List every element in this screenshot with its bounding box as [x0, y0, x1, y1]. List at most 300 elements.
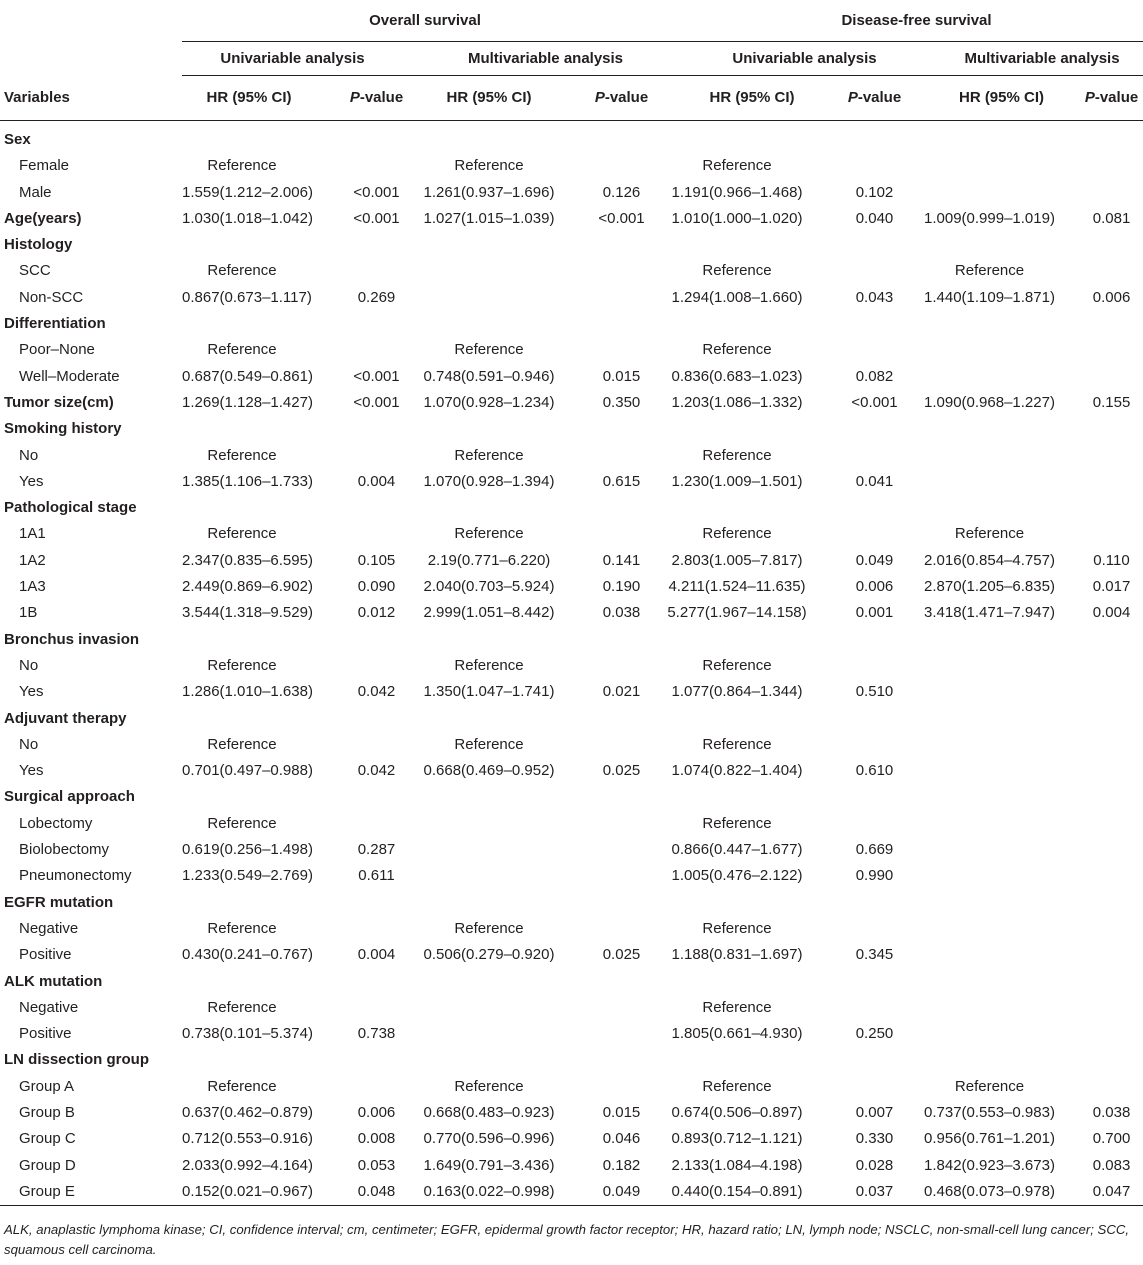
os-multi-hr-cell [417, 311, 561, 337]
table-row [0, 679, 1143, 705]
os-multi-p-cell [561, 1074, 662, 1100]
category-row [0, 311, 1143, 337]
dfs-multi-hr-cell [917, 758, 1062, 784]
dfs-multi-hr-cell: 1.440(1.109–1.871) [924, 288, 1055, 306]
os-uni-p-cell [316, 890, 417, 916]
os-uni-p-cell [316, 969, 417, 995]
dfs-uni-p-cell: 0.001 [855, 604, 894, 622]
os-multi-p-cell [561, 995, 662, 1021]
os-multi-hr-cell [417, 1047, 561, 1073]
dfs-uni-p-cell [812, 1047, 917, 1073]
dfs-multi-hr-cell: Reference [954, 1077, 1025, 1095]
variable-level-label: 1B [19, 604, 38, 622]
os-multi-p-cell [561, 863, 662, 889]
variable-level-label: Yes [19, 472, 44, 490]
dfs-multi-hr-cell [917, 337, 1062, 363]
p-label: P [594, 89, 605, 106]
dfs-uni-hr-cell: Reference [702, 814, 772, 832]
os-multi-hr-cell [417, 784, 561, 810]
os-multi-hr-cell: 1.070(0.928–1.394) [423, 472, 555, 490]
os-uni-hr-cell [182, 232, 316, 258]
p-label: P [349, 89, 360, 106]
dfs-uni-hr-cell [662, 232, 812, 258]
dfs-multi-p-cell: 0.083 [1092, 1156, 1131, 1174]
os-uni-hr-cell: 1.233(0.549–2.769) [182, 867, 313, 885]
variable-category-label: EGFR mutation [4, 893, 114, 911]
dfs-multi-p-cell [1062, 653, 1143, 679]
dfs-multi-hr-cell [917, 653, 1062, 679]
os-uni-hr-cell [182, 311, 316, 337]
dfs-uni-p-cell: 0.510 [855, 683, 894, 701]
dfs-uni-p-cell: 0.007 [855, 1103, 894, 1121]
dfs-uni-p-cell [812, 153, 917, 179]
variable-category-label: Histology [4, 236, 73, 254]
os-uni-p-cell: 0.042 [357, 762, 396, 780]
dfs-multi-p-cell [1062, 811, 1143, 837]
dfs-multi-hr-cell: 0.468(0.073–0.978) [917, 1179, 1062, 1206]
os-multi-hr-cell [417, 706, 561, 732]
dfs-uni-p-cell [812, 732, 917, 758]
dfs-uni-hr-cell: 1.077(0.864–1.344) [671, 683, 803, 701]
dfs-multi-hr-cell [917, 153, 1062, 179]
dfs-multi-p-cell [1062, 863, 1143, 889]
dfs-multi-p-cell: 0.081 [1092, 209, 1131, 227]
dfs-multi-hr-cell [917, 627, 1062, 653]
os-uni-hr-header: HR (95% CI) [182, 76, 316, 121]
dfs-multi-hr-cell [917, 969, 1062, 995]
dfs-multi-p-cell [1062, 1074, 1143, 1100]
os-multi-p-cell [561, 1047, 662, 1073]
os-uni-hr-cell: 1.030(1.018–1.042) [182, 209, 313, 227]
category-row [0, 890, 1143, 916]
os-multi-hr-cell: 1.649(0.791–3.436) [423, 1156, 555, 1174]
os-multi-p-cell: 0.049 [561, 1179, 662, 1206]
os-multi-hr-cell [417, 890, 561, 916]
variable-level-label: Group E [0, 1179, 182, 1206]
os-uni-p-cell [316, 311, 417, 337]
table-row [0, 1126, 1143, 1152]
os-multi-hr-cell: Reference [454, 157, 524, 175]
variable-category-label: Bronchus invasion [4, 630, 140, 648]
dfs-multi-p-cell: 0.038 [1092, 1103, 1131, 1121]
dfs-multi-hr-cell: 2.870(1.205–6.835) [924, 578, 1055, 596]
os-multi-p-cell: 0.141 [602, 551, 641, 569]
dfs-uni-p-cell [812, 969, 917, 995]
dfs-uni-p-cell [812, 784, 917, 810]
os-uni-p-cell [316, 521, 417, 547]
os-multi-hr-cell: 0.506(0.279–0.920) [423, 946, 555, 964]
dfs-multi-hr-cell: 3.418(1.471–7.947) [924, 604, 1055, 622]
dfs-multi-p-header [1062, 76, 1143, 121]
dfs-uni-hr-cell: 1.805(0.661–4.930) [671, 1025, 803, 1043]
variable-level-label: Non-SCC [19, 288, 84, 306]
dfs-multi-hr-cell [917, 837, 1062, 863]
os-uni-p-cell [316, 337, 417, 363]
dfs-multi-hr-cell [917, 469, 1062, 495]
os-uni-hr-cell: 0.687(0.549–0.861) [182, 367, 313, 385]
dfs-uni-hr-cell: 0.674(0.506–0.897) [671, 1103, 803, 1121]
os-multi-p-cell: 0.615 [602, 472, 641, 490]
dfs-multi-p-cell [1062, 495, 1143, 521]
os-uni-hr-cell: 0.637(0.462–0.879) [182, 1103, 313, 1121]
os-uni-hr-cell: 0.712(0.553–0.916) [182, 1130, 313, 1148]
dfs-multi-p-cell: 0.047 [1062, 1179, 1143, 1206]
dfs-uni-hr-cell: Reference [702, 919, 772, 937]
variable-level-label: Female [19, 157, 70, 175]
os-multi-p-cell [561, 416, 662, 442]
os-multi-p-cell: 0.038 [602, 604, 641, 622]
table-row [0, 180, 1143, 206]
dfs-uni-hr-cell [662, 127, 812, 153]
dfs-uni-p-cell [812, 916, 917, 942]
dfs-uni-p-cell [812, 995, 917, 1021]
dfs-uni-p-cell [812, 890, 917, 916]
os-multi-p-cell: 0.046 [602, 1130, 641, 1148]
os-uni-hr-cell: 0.701(0.497–0.988) [182, 762, 313, 780]
dfs-uni-p-cell [812, 127, 917, 153]
os-multi-p-cell: 0.126 [602, 183, 641, 201]
os-uni-hr-cell: 3.544(1.318–9.529) [182, 604, 313, 622]
dfs-multi-p-cell [1062, 258, 1143, 284]
os-multi-p-cell: 0.350 [602, 393, 641, 411]
os-uni-p-cell: <0.001 [353, 367, 400, 385]
os-uni-p-header [316, 76, 417, 121]
dfs-multi-hr-cell [917, 811, 1062, 837]
dfs-uni-hr-cell [662, 416, 812, 442]
dfs-multi-hr-cell [917, 732, 1062, 758]
os-multi-p-cell [561, 653, 662, 679]
os-multi-hr-cell: 0.748(0.591–0.946) [423, 367, 555, 385]
dfs-multi-p-cell [1062, 180, 1143, 206]
os-uni-p-cell: 0.008 [357, 1130, 396, 1148]
table-row [0, 364, 1143, 390]
os-multi-hr-cell [417, 837, 561, 863]
os-multi-p-cell [561, 811, 662, 837]
dfs-multi-hr-cell: 1.090(0.968–1.227) [924, 393, 1055, 411]
overall-survival-heading: Overall survival [182, 0, 662, 42]
variable-level-label: No [19, 656, 39, 674]
dfs-multi-hr-cell: 2.016(0.854–4.757) [924, 551, 1055, 569]
dfs-multi-p-cell: 0.006 [1092, 288, 1131, 306]
dfs-uni-p-cell [812, 337, 917, 363]
dfs-uni-p-cell [812, 627, 917, 653]
os-uni-p-cell: 0.105 [357, 551, 396, 569]
category-row [0, 416, 1143, 442]
os-multi-p-cell: 0.025 [602, 946, 641, 964]
dfs-uni-p-cell: 0.250 [855, 1025, 894, 1043]
os-multi-hr-cell: 0.770(0.596–0.996) [423, 1130, 555, 1148]
table-row [0, 863, 1143, 889]
p-suffix: -value [857, 89, 902, 106]
dfs-multi-p-cell [1062, 337, 1143, 363]
os-uni-p-cell [316, 784, 417, 810]
dfs-multivariable-heading: Multivariable analysis [917, 42, 1143, 76]
variable-category-label: Sex [4, 131, 31, 148]
os-uni-p-cell: 0.042 [357, 683, 396, 701]
os-multi-p-cell [561, 337, 662, 363]
dfs-uni-p-cell: <0.001 [851, 393, 898, 411]
dfs-uni-p-cell [812, 232, 917, 258]
table-row [0, 574, 1143, 600]
dfs-uni-hr-cell: Reference [702, 262, 772, 280]
variable-level-label: Pneumonectomy [19, 867, 132, 885]
os-uni-p-cell [316, 443, 417, 469]
os-uni-p-cell [316, 706, 417, 732]
variable-category-label: LN dissection group [4, 1051, 150, 1069]
os-multi-hr-cell: 0.668(0.483–0.923) [423, 1103, 555, 1121]
variable-level-label: 1A3 [19, 578, 46, 596]
os-uni-hr-cell [182, 495, 316, 521]
dfs-multi-hr-cell [917, 127, 1062, 153]
table-row [0, 837, 1143, 863]
dfs-uni-hr-cell: 2.133(1.084–4.198) [671, 1156, 803, 1174]
os-multi-hr-cell: 2.999(1.051–8.442) [423, 604, 555, 622]
os-multi-hr-cell: Reference [454, 656, 524, 674]
dfs-uni-hr-cell: 5.277(1.967–14.158) [667, 604, 807, 622]
os-uni-p-cell: 0.004 [357, 472, 396, 490]
os-multi-p-cell [561, 311, 662, 337]
os-multi-hr-cell: Reference [454, 525, 524, 543]
dfs-multi-hr-cell [917, 443, 1062, 469]
variable-level-label: Negative [19, 998, 79, 1016]
os-multi-p-cell: 0.015 [602, 367, 641, 385]
os-uni-p-cell [316, 495, 417, 521]
dfs-uni-p-cell [812, 495, 917, 521]
os-multi-p-cell [561, 443, 662, 469]
dfs-uni-hr-cell: Reference [702, 341, 772, 359]
os-uni-hr-cell: Reference [207, 341, 277, 359]
os-multi-p-cell [561, 969, 662, 995]
table-row [0, 469, 1143, 495]
os-uni-p-cell [316, 1047, 417, 1073]
table-row [0, 995, 1143, 1021]
os-uni-hr-cell: Reference [207, 525, 277, 543]
dfs-multi-p-cell [1062, 627, 1143, 653]
dfs-multi-hr-cell: 0.737(0.553–0.983) [924, 1103, 1055, 1121]
table-row [0, 942, 1143, 968]
variable-level-label: No [19, 735, 39, 753]
variable-level-label: Group D [19, 1156, 76, 1174]
os-multi-p-header [561, 76, 662, 121]
os-multi-p-cell: 0.015 [602, 1103, 641, 1121]
os-uni-p-cell [316, 153, 417, 179]
dfs-multi-hr-cell [917, 916, 1062, 942]
os-uni-hr-cell: 0.430(0.241–0.767) [182, 946, 313, 964]
table-row [0, 811, 1143, 837]
os-multi-hr-cell: Reference [454, 919, 524, 937]
dfs-uni-p-cell [812, 1074, 917, 1100]
dfs-uni-p-cell [812, 521, 917, 547]
os-multi-p-cell [561, 495, 662, 521]
variable-category-label: ALK mutation [4, 972, 103, 990]
os-uni-hr-cell: 1.385(1.106–1.733) [182, 472, 313, 490]
dfs-multi-p-cell [1062, 969, 1143, 995]
dfs-multi-p-cell [1062, 732, 1143, 758]
dfs-multi-hr-cell: 1.009(0.999–1.019) [924, 209, 1055, 227]
dfs-multi-p-cell [1062, 416, 1143, 442]
table-row [0, 732, 1143, 758]
os-multi-hr-cell [417, 495, 561, 521]
os-multi-p-cell: 0.182 [602, 1156, 641, 1174]
os-uni-p-cell [316, 232, 417, 258]
os-multi-p-cell [561, 784, 662, 810]
dfs-multi-p-cell [1062, 916, 1143, 942]
variable-level-label: Yes [19, 683, 44, 701]
os-multi-hr-cell: 2.19(0.771–6.220) [427, 551, 551, 569]
p-label: P [847, 89, 858, 106]
dfs-uni-hr-cell: Reference [702, 656, 772, 674]
variable-category-label: Pathological stage [4, 499, 137, 517]
dfs-multi-p-cell [1062, 758, 1143, 784]
os-uni-p-cell: 0.090 [357, 578, 396, 596]
variable-level-label: Group A [19, 1077, 75, 1095]
os-multi-p-cell [561, 258, 662, 284]
dfs-multi-hr-cell [917, 1047, 1062, 1073]
category-row [0, 969, 1143, 995]
dfs-multi-hr-cell [917, 180, 1062, 206]
dfs-multi-hr-cell [917, 364, 1062, 390]
table-body [0, 121, 1143, 1206]
os-multi-hr-cell [417, 127, 561, 153]
os-multi-p-cell [561, 153, 662, 179]
os-uni-hr-cell [182, 969, 316, 995]
variable-level-label: 1A1 [19, 525, 46, 543]
dfs-uni-p-cell: 0.043 [855, 288, 894, 306]
os-uni-hr-cell: 2.449(0.869–6.902) [182, 578, 313, 596]
variable-level-label: No [19, 446, 39, 464]
dfs-uni-p-cell: 0.669 [855, 841, 894, 859]
os-uni-hr-cell: Reference [207, 814, 277, 832]
os-uni-hr-cell: 0.738(0.101–5.374) [182, 1025, 313, 1043]
category-row [0, 706, 1143, 732]
variable-level-label: Yes [19, 762, 44, 780]
os-uni-hr-cell [182, 890, 316, 916]
table-row [0, 285, 1143, 311]
os-uni-p-cell [316, 995, 417, 1021]
os-uni-hr-cell: Reference [207, 998, 277, 1016]
os-multivariable-heading: Multivariable analysis [417, 42, 662, 76]
category-row [0, 1047, 1143, 1073]
variable-level-label: SCC [19, 262, 51, 280]
dfs-multi-p-cell: 0.017 [1092, 578, 1131, 596]
dfs-multi-p-cell: 0.004 [1092, 604, 1131, 622]
os-multi-hr-cell: 1.350(1.047–1.741) [423, 683, 555, 701]
os-multi-p-cell: <0.001 [598, 209, 645, 227]
dfs-multi-p-cell: 0.110 [1093, 551, 1130, 569]
os-uni-hr-cell: Reference [207, 157, 277, 175]
dfs-uni-p-cell: 0.040 [855, 209, 894, 227]
os-multi-p-cell [561, 521, 662, 547]
table-row [0, 758, 1143, 784]
table-header [0, 0, 1143, 121]
dfs-uni-hr-cell [662, 706, 812, 732]
os-uni-p-cell: 0.053 [357, 1156, 396, 1174]
dfs-multi-p-cell [1062, 784, 1143, 810]
p-suffix: -value [604, 89, 649, 106]
category-row [0, 627, 1143, 653]
dfs-uni-p-cell: 0.345 [855, 946, 894, 964]
os-uni-p-cell [316, 653, 417, 679]
category-row [0, 206, 1143, 232]
p-suffix: -value [359, 89, 404, 106]
os-uni-p-cell: <0.001 [353, 183, 400, 201]
os-multi-p-cell: 0.025 [602, 762, 641, 780]
category-row [0, 232, 1143, 258]
dfs-multi-hr-cell [917, 942, 1062, 968]
os-multi-hr-cell: Reference [454, 1077, 524, 1095]
os-multi-hr-cell [417, 811, 561, 837]
dfs-multi-p-cell [1062, 469, 1143, 495]
variable-level-label: Positive [19, 1025, 72, 1043]
dfs-uni-hr-cell: 1.230(1.009–1.501) [671, 472, 803, 490]
variable-category-label: Surgical approach [4, 788, 135, 806]
dfs-multi-p-cell [1062, 127, 1143, 153]
os-uni-hr-cell: Reference [207, 735, 277, 753]
dfs-uni-hr-cell: 0.866(0.447–1.677) [671, 841, 803, 859]
dfs-uni-hr-cell: Reference [702, 525, 772, 543]
table-row [0, 443, 1143, 469]
dfs-multi-hr-cell [917, 706, 1062, 732]
dfs-uni-hr-cell [662, 890, 812, 916]
dfs-multi-p-cell [1062, 995, 1143, 1021]
os-multi-hr-cell: 1.261(0.937–1.696) [423, 183, 555, 201]
dfs-multi-hr-cell [917, 495, 1062, 521]
os-uni-p-cell: 0.269 [357, 288, 396, 306]
os-uni-p-cell: <0.001 [353, 393, 400, 411]
dfs-uni-p-cell: 0.990 [855, 867, 894, 885]
dfs-multi-hr-cell [917, 416, 1062, 442]
category-row [0, 127, 1143, 153]
os-multi-p-cell [561, 285, 662, 311]
dfs-multi-hr-cell [917, 784, 1062, 810]
dfs-uni-hr-cell: Reference [702, 998, 772, 1016]
os-uni-p-cell [316, 732, 417, 758]
os-multi-p-cell [561, 627, 662, 653]
os-uni-hr-cell: Reference [207, 262, 277, 280]
os-uni-hr-cell [182, 1047, 316, 1073]
variable-category-label: Age(years) [4, 209, 82, 227]
os-uni-hr-cell [182, 706, 316, 732]
os-multi-hr-cell: Reference [454, 735, 524, 753]
os-uni-hr-cell: 2.033(0.992–4.164) [182, 1156, 313, 1174]
os-multi-hr-cell: 1.070(0.928–1.234) [423, 393, 555, 411]
table-row [0, 1153, 1143, 1179]
os-uni-hr-cell: 1.269(1.128–1.427) [182, 393, 313, 411]
dfs-uni-p-cell [812, 653, 917, 679]
dfs-multi-hr-cell [917, 995, 1062, 1021]
table-row [0, 1021, 1143, 1047]
dfs-uni-hr-cell: Reference [702, 157, 772, 175]
dfs-uni-p-cell: 0.049 [855, 551, 894, 569]
dfs-uni-hr-cell: Reference [702, 446, 772, 464]
dfs-multi-hr-cell [917, 679, 1062, 705]
table-row [0, 153, 1143, 179]
os-uni-p-cell [316, 1074, 417, 1100]
os-uni-hr-cell: 0.867(0.673–1.117) [182, 288, 312, 306]
os-multi-p-cell [561, 916, 662, 942]
dfs-uni-hr-cell [662, 784, 812, 810]
dfs-multi-hr-header: HR (95% CI) [917, 76, 1062, 121]
os-uni-hr-cell: 0.619(0.256–1.498) [182, 841, 313, 859]
table-row [0, 916, 1143, 942]
dfs-multi-p-cell: 0.700 [1092, 1130, 1131, 1148]
dfs-multi-p-cell [1062, 521, 1143, 547]
variable-level-label: Group C [19, 1130, 76, 1148]
dfs-uni-hr-cell [662, 627, 812, 653]
dfs-uni-p-cell [812, 311, 917, 337]
variable-category-label: Smoking history [4, 420, 122, 438]
p-label: P [1084, 89, 1095, 106]
